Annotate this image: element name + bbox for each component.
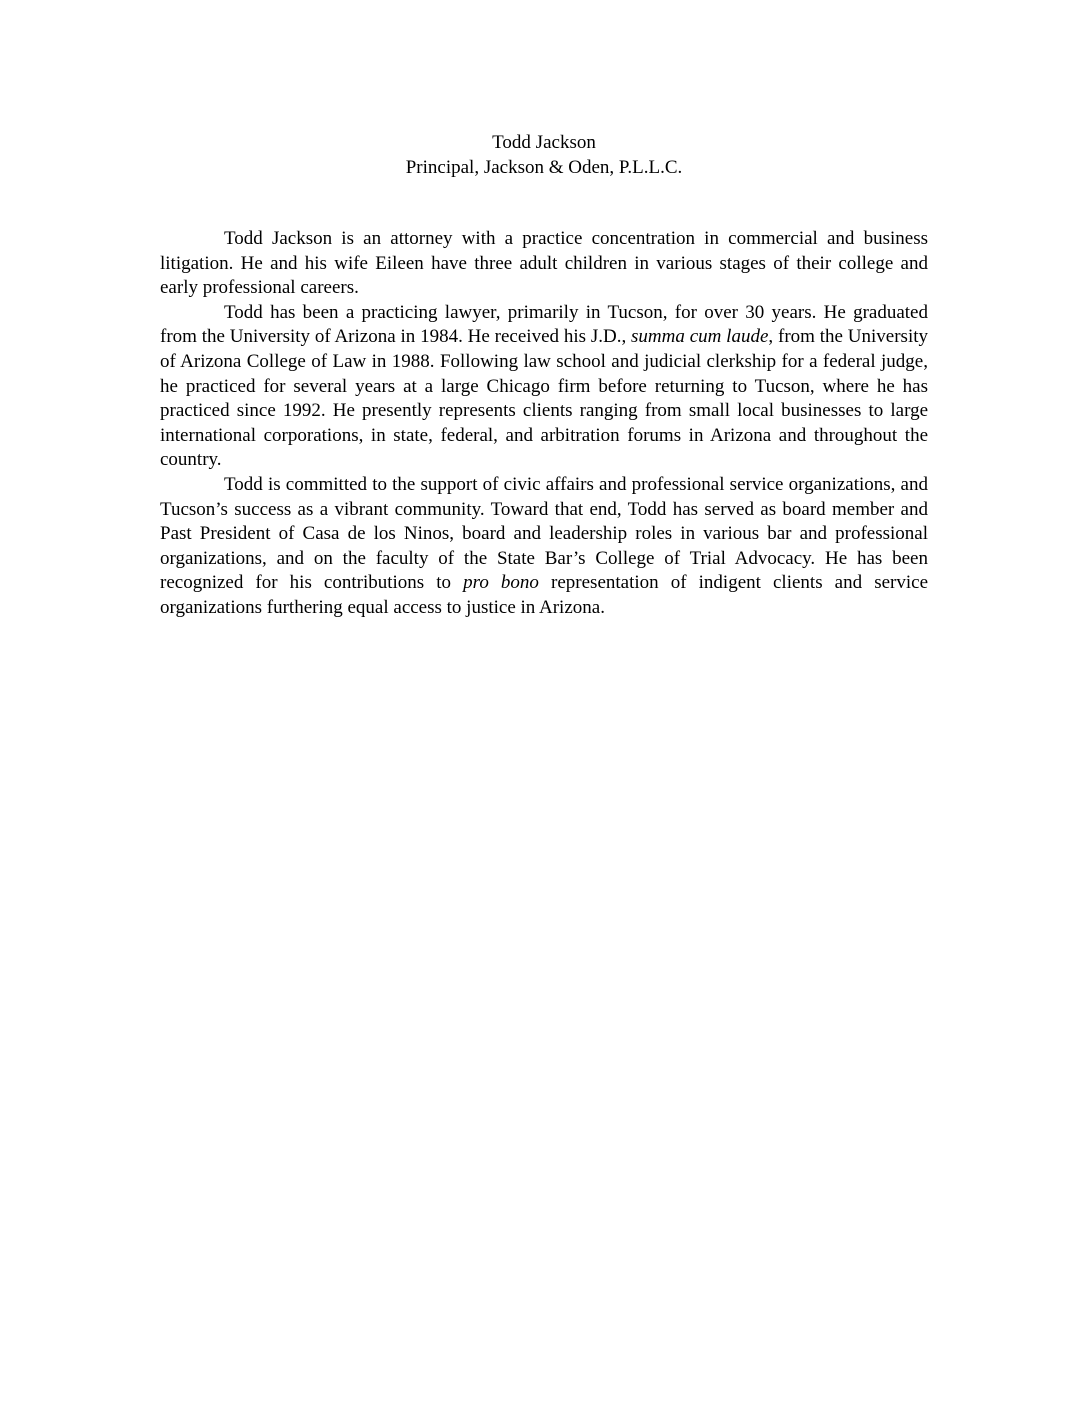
paragraph-civic-text-2: representation of indigent clients and service organizations furthering equal access to justice in Arizona. [160,572,928,618]
biography-body [160,227,928,621]
paragraph-career [160,301,928,473]
paragraph-intro [160,227,928,301]
document-header [0,130,1088,180]
paragraph-career-text-2: , from the University of Arizona College of Law in 1988. Following law school and judicial clerkship for a federal judge, he practiced for several years at a large Chicago firm before returning to Tucson, where he has practiced since 1992. He presently represents clients ranging from small local businesses to large international corporations, in state, federal, and arbitration forums in Arizona and throughout the country. [160,326,929,471]
person-name: Todd Jackson [492,132,596,153]
paragraph-civic [160,473,928,621]
pro-bono-term: pro bono [463,572,539,594]
paragraph-career-text-1: Todd has been a practicing lawyer, primarily in Tucson, for over 30 years. He graduated from the University of Arizona in 1984. He received his J.D., [160,301,928,348]
paragraph-intro-text: Todd Jackson is an attorney with a practice concentration in commercial and business litigation. He and his wife Eileen have three adult children in various stages of their college and early professional careers. [160,228,928,299]
honor-summa-cum-laude: summa cum laude [631,326,769,348]
person-title: Principal, Jackson & Oden, P.L.L.C. [405,157,683,178]
paragraph-civic-text-1: Todd is committed to the support of civic affairs and professional service organizations, and Tucson’s success as a vibrant community. Toward that end, Todd has served as board member and Past President of Casa de los Ninos, board and leadership roles in various bar and professional organizations, and on the faculty of the State Bar’s College of Trial Advocacy. He has been recognized for his contributions to [160,473,928,594]
